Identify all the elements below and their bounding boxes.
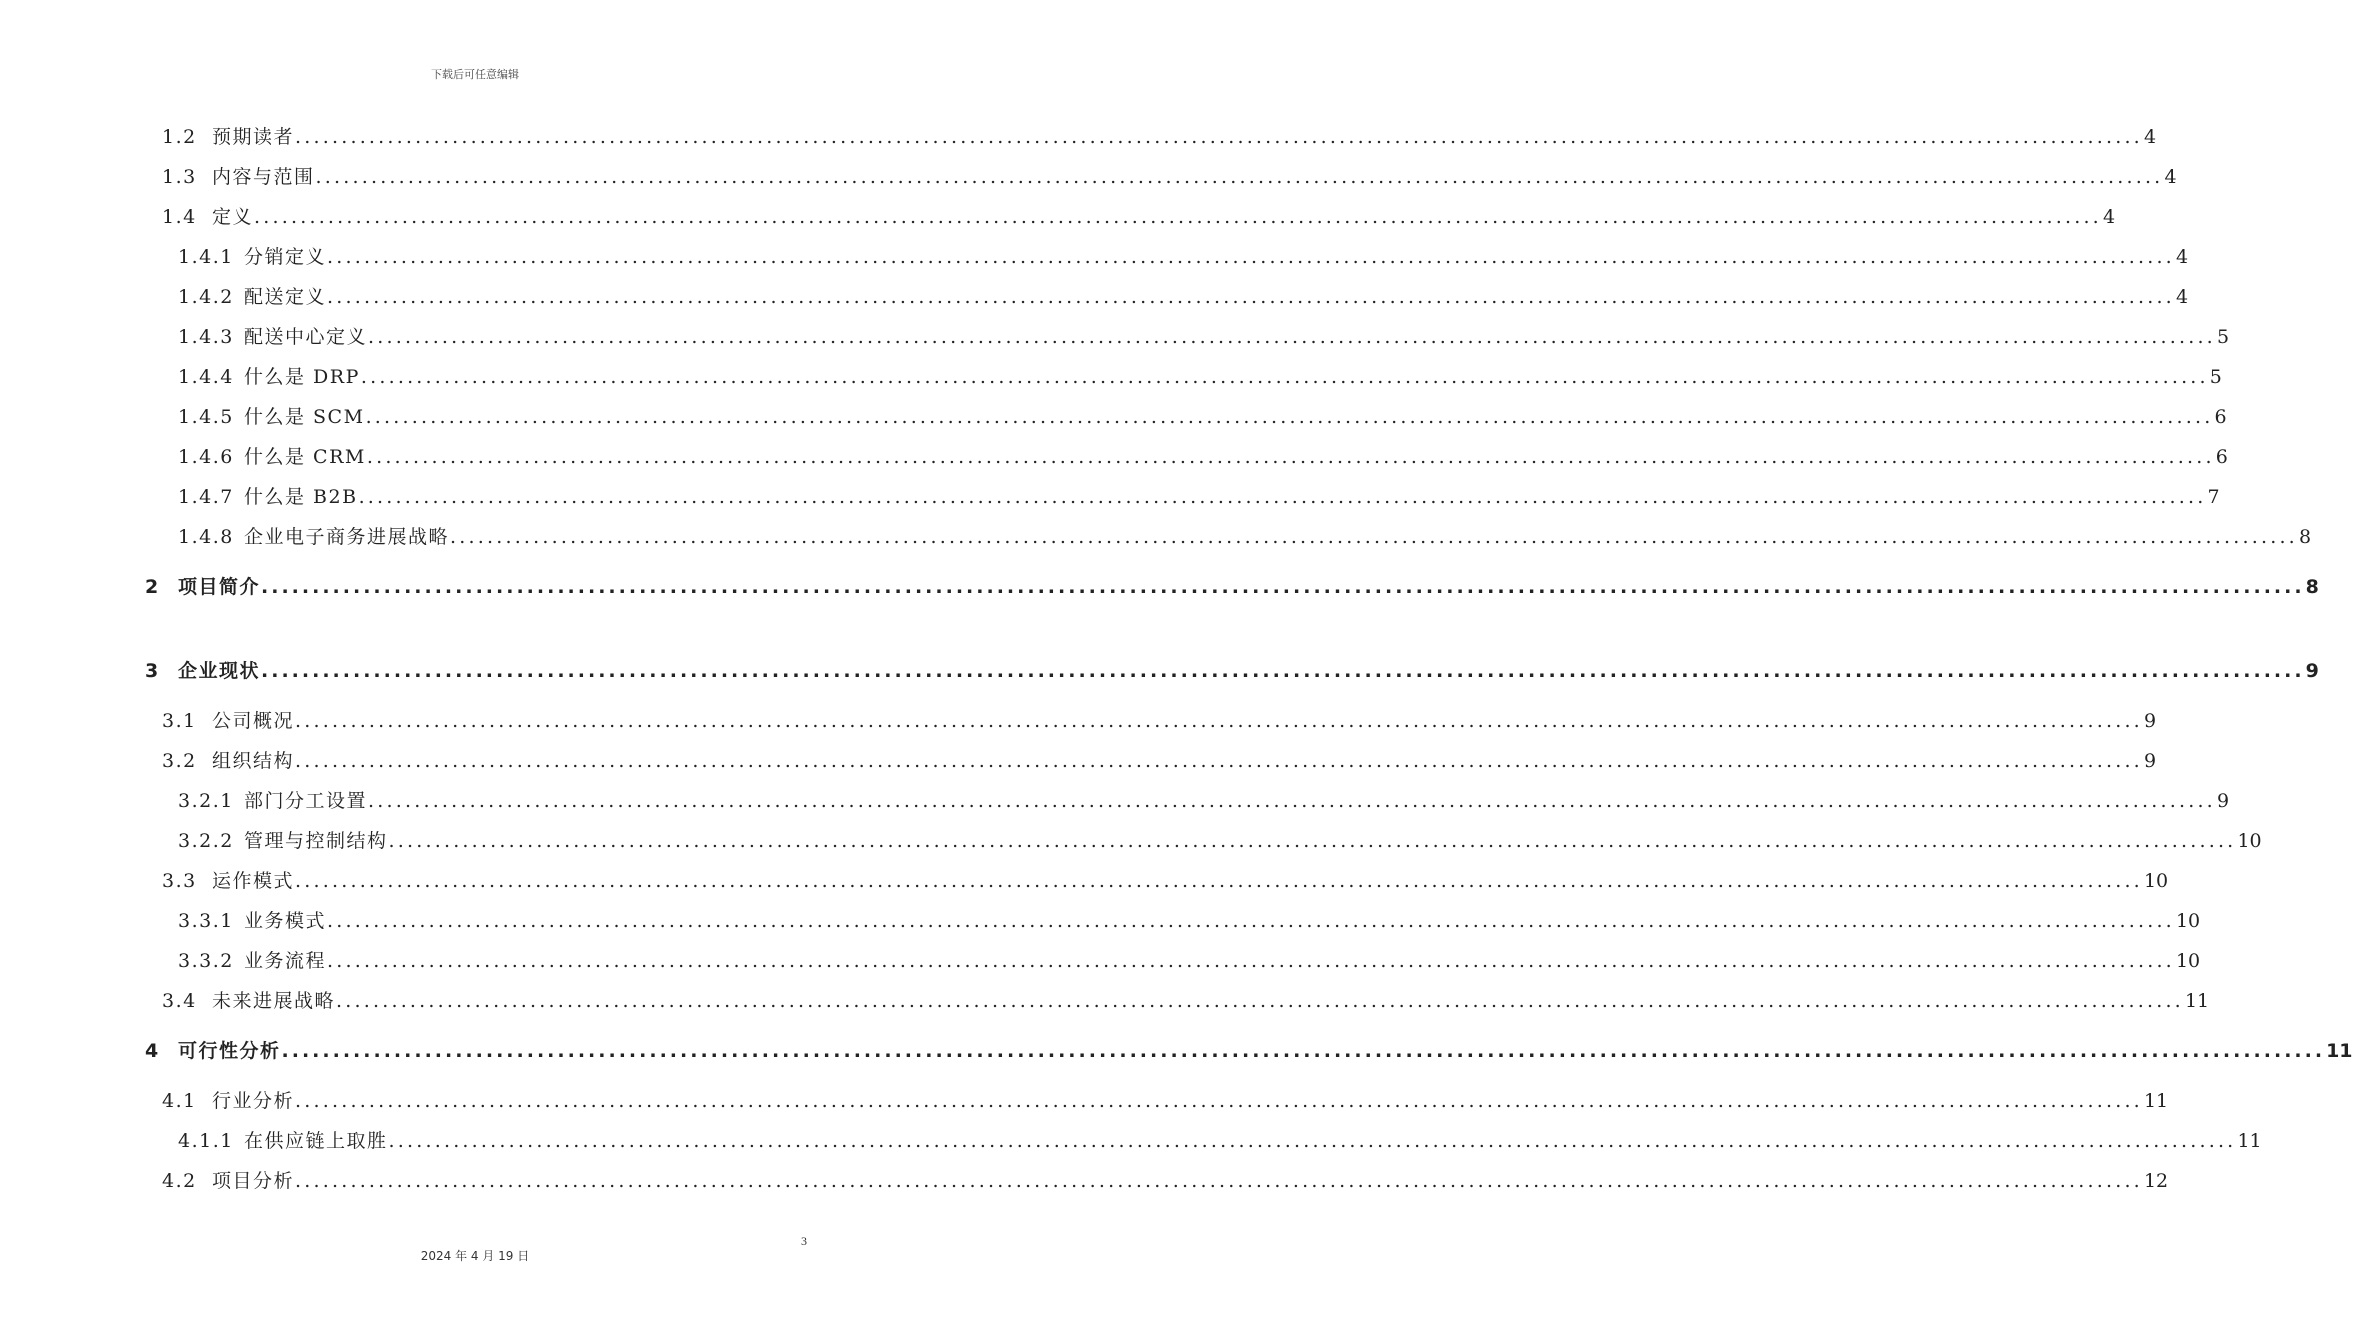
toc-entry-title: 什么是 B2B [244, 486, 358, 508]
toc-entry-title: 配送定义 [244, 286, 327, 308]
toc-entry-title: 企业现状 [178, 660, 261, 682]
toc-entry-title: 项目分析 [212, 1170, 295, 1192]
toc-entry-title: 行业分析 [212, 1090, 295, 1112]
toc-entry-title: 预期读者 [212, 126, 295, 148]
toc-entry-title: 管理与控制结构 [244, 830, 388, 852]
toc-entry-title: 分销定义 [244, 246, 327, 268]
toc-entry-page: 7 [2207, 486, 2220, 508]
toc-entry-page: 8 [2298, 526, 2312, 548]
toc-entry-page: 12 [2143, 1170, 2169, 1192]
toc-leader-dots: ........................................................................................................................................................................................................ [358, 486, 2207, 508]
toc-leader-dots: ........................................................................................................................................................................................................ [388, 1130, 2237, 1152]
toc-entry[interactable] [162, 706, 2157, 733]
toc-entry-number: 3.2 [162, 750, 197, 772]
toc-entry-number: 1.4.8 [178, 526, 234, 548]
toc-entry-title: 定义 [212, 206, 254, 228]
toc-entry-number: 3.3.2 [178, 950, 234, 972]
toc-leader-dots: ........................................................................................................................................................................................................ [254, 206, 2102, 228]
toc-entry-title: 业务流程 [244, 950, 327, 972]
page-header: 下载后可任意编辑 [431, 68, 519, 81]
toc-leader-dots: ........................................................................................................................................................................................................ [327, 286, 2175, 308]
toc-entry-page: 4 [2164, 166, 2177, 188]
toc-entry[interactable] [178, 362, 2222, 389]
toc-entry-number: 4.2 [162, 1170, 197, 1192]
toc-entry[interactable] [178, 826, 2262, 853]
toc-entry-title: 组织结构 [212, 750, 295, 772]
toc-entry-number: 1.4.3 [178, 326, 234, 348]
toc-entry-page: 11 [2237, 1130, 2262, 1152]
toc-entry[interactable] [162, 122, 2157, 149]
toc-entry-page: 10 [2175, 950, 2201, 972]
toc-entry-page: 4 [2143, 126, 2157, 148]
toc-entry-title: 什么是 CRM [244, 446, 366, 468]
toc-leader-dots: ........................................................................................................................................................................................................ [295, 750, 2143, 772]
toc-entry-number: 3.1 [162, 710, 197, 732]
toc-leader-dots: ........................................................................................................................................................................................................ [388, 830, 2237, 852]
toc-entry[interactable] [162, 746, 2157, 773]
toc-entry-page: 4 [2175, 286, 2189, 308]
toc-entry-number: 3.4 [162, 990, 197, 1012]
toc-entry-title: 企业电子商务进展战略 [244, 526, 450, 548]
toc-entry-page: 11 [2326, 1040, 2353, 1062]
toc-entry[interactable] [178, 282, 2189, 309]
toc-leader-dots: ........................................................................................................................................................................................................ [295, 1090, 2143, 1112]
toc-entry-page: 9 [2143, 710, 2157, 732]
toc-leader-dots: ........................................................................................................................................................................................................ [261, 576, 2305, 598]
toc-leader-dots: ........................................................................................................................................................................................................ [368, 326, 2216, 348]
toc-entry[interactable] [145, 1036, 2353, 1063]
toc-entry[interactable] [162, 986, 2210, 1013]
toc-entry-number: 1.4.2 [178, 286, 234, 308]
toc-entry-number: 4 [145, 1040, 160, 1062]
toc-leader-dots: ........................................................................................................................................................................................................ [327, 950, 2175, 972]
toc-entry-title: 项目简介 [178, 576, 261, 598]
toc-entry[interactable] [162, 866, 2169, 893]
toc-entry-title: 运作模式 [212, 870, 295, 892]
toc-entry-page: 11 [2184, 990, 2210, 1012]
toc-entry-number: 3.3.1 [178, 910, 234, 932]
toc-entry-number: 1.4.4 [178, 366, 234, 388]
toc-entry-number: 1.4.6 [178, 446, 234, 468]
toc-entry-number: 1.3 [162, 166, 197, 188]
toc-entry-number: 1.4.7 [178, 486, 234, 508]
toc-entry-number: 4.1.1 [178, 1130, 234, 1152]
toc-entry-number: 3.2.1 [178, 790, 234, 812]
toc-entry-title: 未来进展战略 [212, 990, 336, 1012]
toc-entry-title: 部门分工设置 [244, 790, 368, 812]
toc-entry-page: 9 [2305, 660, 2319, 682]
toc-leader-dots: ........................................................................................................................................................................................................ [315, 166, 2164, 188]
toc-leader-dots: ........................................................................................................................................................................................................ [327, 910, 2175, 932]
toc-entry-number: 1.4 [162, 206, 197, 228]
toc-entry[interactable] [162, 1086, 2169, 1113]
toc-entry[interactable] [178, 1126, 2262, 1153]
toc-entry-page: 10 [2143, 870, 2169, 892]
toc-leader-dots: ........................................................................................................................................................................................................ [295, 870, 2143, 892]
toc-leader-dots: ........................................................................................................................................................................................................ [281, 1040, 2326, 1062]
toc-entry-page: 10 [2175, 910, 2201, 932]
toc-entry-number: 1.2 [162, 126, 197, 148]
toc-entry[interactable] [162, 162, 2177, 189]
toc-entry-number: 3 [145, 660, 160, 682]
toc-leader-dots: ........................................................................................................................................................................................................ [366, 446, 2215, 468]
toc-leader-dots: ........................................................................................................................................................................................................ [365, 406, 2214, 428]
toc-entry-page: 6 [2215, 446, 2228, 468]
toc-entry-number: 3.3 [162, 870, 197, 892]
toc-entry-page: 4 [2175, 246, 2189, 268]
toc-entry-page: 10 [2237, 830, 2262, 852]
toc-leader-dots: ........................................................................................................................................................................................................ [295, 710, 2143, 732]
toc-entry-title: 内容与范围 [212, 166, 315, 188]
toc-entry[interactable] [178, 242, 2189, 269]
toc-entry[interactable] [178, 482, 2220, 509]
toc-entry-number: 2 [145, 576, 160, 598]
toc-entry[interactable] [162, 1166, 2169, 1193]
toc-entry[interactable] [145, 572, 2319, 599]
toc-leader-dots: ........................................................................................................................................................................................................ [295, 126, 2143, 148]
toc-entry[interactable] [178, 442, 2228, 469]
toc-entry-title: 可行性分析 [178, 1040, 281, 1062]
toc-entry-title: 业务模式 [244, 910, 327, 932]
toc-entry-page: 9 [2143, 750, 2157, 772]
toc-entry[interactable] [178, 786, 2230, 813]
toc-entry-title: 在供应链上取胜 [244, 1130, 388, 1152]
toc-entry-number: 1.4.5 [178, 406, 234, 428]
toc-entry-page: 9 [2216, 790, 2230, 812]
toc-entry-page: 11 [2143, 1090, 2169, 1112]
toc-entry-title: 公司概况 [212, 710, 295, 732]
toc-entry[interactable] [145, 656, 2319, 683]
toc-leader-dots: ........................................................................................................................................................................................................ [295, 1170, 2143, 1192]
toc-leader-dots: ........................................................................................................................................................................................................ [360, 366, 2209, 388]
toc-entry-number: 3.2.2 [178, 830, 234, 852]
toc-entry-page: 5 [2216, 326, 2230, 348]
toc-leader-dots: ........................................................................................................................................................................................................ [336, 990, 2184, 1012]
toc-entry-page: 4 [2102, 206, 2116, 228]
toc-entry-title: 什么是 SCM [244, 406, 365, 428]
toc-leader-dots: ........................................................................................................................................................................................................ [368, 790, 2216, 812]
toc-entry-page: 6 [2214, 406, 2227, 428]
toc-entry[interactable] [178, 522, 2312, 549]
toc-leader-dots: ........................................................................................................................................................................................................ [450, 526, 2298, 548]
toc-leader-dots: ........................................................................................................................................................................................................ [261, 660, 2305, 682]
toc-entry[interactable] [178, 402, 2227, 429]
toc-entry-page: 5 [2209, 366, 2222, 388]
toc-entry[interactable] [162, 202, 2116, 229]
toc-entry-number: 4.1 [162, 1090, 197, 1112]
toc-entry[interactable] [178, 322, 2230, 349]
page-footer-date: 2024 年 4 月 19 日 [420, 1249, 530, 1263]
toc-entry-page: 8 [2305, 576, 2319, 598]
toc-entry-title: 什么是 DRP [244, 366, 360, 388]
toc-entry-title: 配送中心定义 [244, 326, 368, 348]
toc-entry[interactable] [178, 906, 2201, 933]
toc-entry[interactable] [178, 946, 2201, 973]
page-number: 3 [801, 1234, 807, 1248]
toc-leader-dots: ........................................................................................................................................................................................................ [327, 246, 2175, 268]
toc-entry-number: 1.4.1 [178, 246, 234, 268]
